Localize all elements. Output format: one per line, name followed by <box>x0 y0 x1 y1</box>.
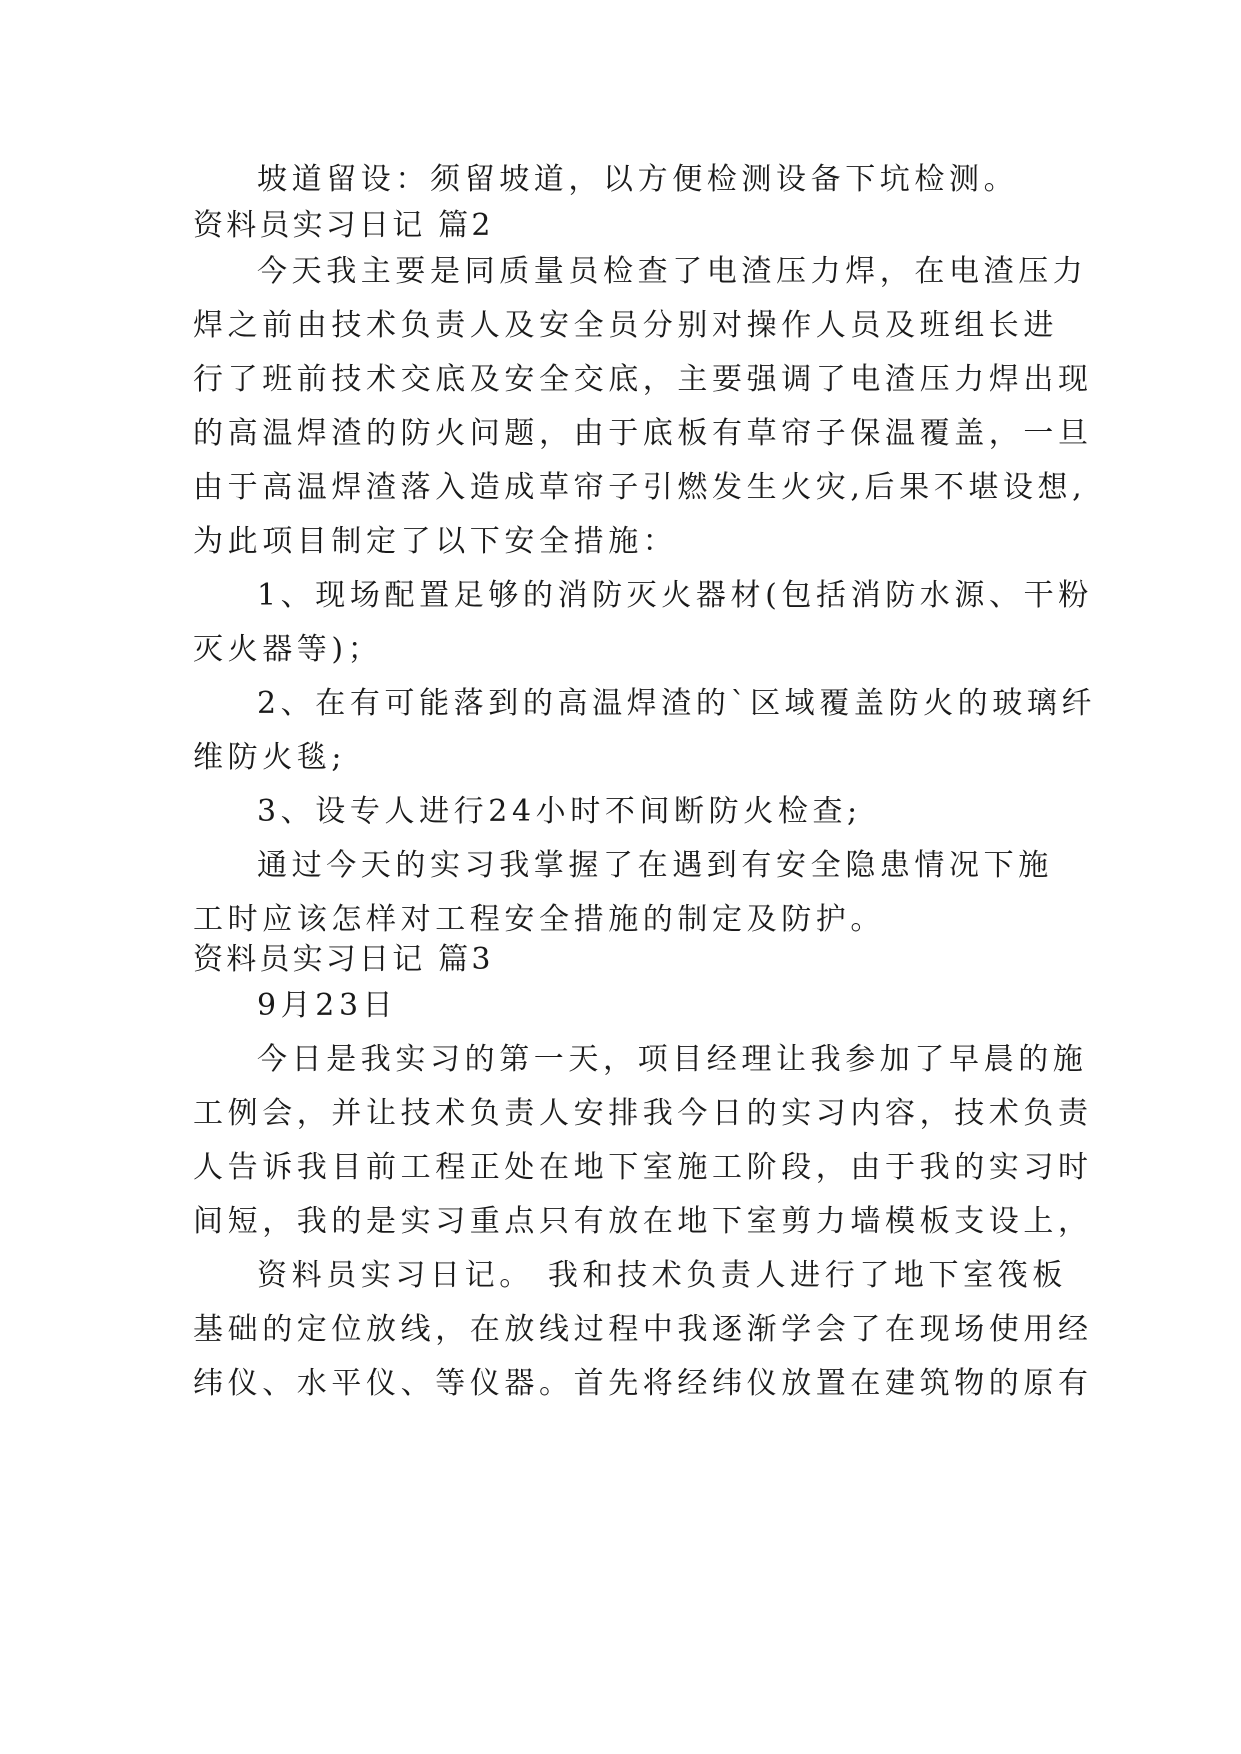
paragraph-line: 间短，我的是实习重点只有放在地下室剪力墙模板支设上， <box>193 1204 1093 1239</box>
paragraph-line: 工时应该怎样对工程安全措施的制定及防护。 <box>193 902 885 937</box>
paragraph-line: 为此项目制定了以下安全措施： <box>193 524 678 559</box>
paragraph-ramp-reservation: 坡道留设：须留坡道，以方便检测设备下坑检测。 <box>257 162 1019 197</box>
diary-date: 9月23日 <box>257 988 398 1023</box>
paragraph-line: 通过今天的实习我掌握了在遇到有安全隐患情况下施 <box>257 848 1053 883</box>
paragraph-line: 焊之前由技术负责人及安全员分别对操作人员及班组长进 <box>193 308 1058 343</box>
list-item-1: 1、现场配置足够的消防灭火器材(包括消防水源、干粉 <box>257 578 1093 613</box>
section-heading-part-3: 资料员实习日记 篇3 <box>193 942 494 977</box>
paragraph-line: 工例会，并让技术负责人安排我今日的实习内容，技术负责 <box>193 1096 1093 1131</box>
paragraph-line: 的高温焊渣的防火问题，由于底板有草帘子保温覆盖，一旦 <box>193 416 1093 451</box>
paragraph-line: 纬仪、水平仪、等仪器。首先将经纬仪放置在建筑物的原有 <box>193 1366 1093 1401</box>
paragraph-line: 行了班前技术交底及安全交底，主要强调了电渣压力焊出现 <box>193 362 1093 397</box>
section-heading-part-2: 资料员实习日记 篇2 <box>193 208 494 243</box>
paragraph-line: 今日是我实习的第一天，项目经理让我参加了早晨的施 <box>257 1042 1088 1077</box>
list-item-1-continued: 灭火器等)； <box>193 632 383 667</box>
paragraph-line: 由于高温焊渣落入造成草帘子引燃发生火灾,后果不堪设想, <box>193 470 1087 505</box>
list-item-2-continued: 维防火毯; <box>193 740 347 775</box>
paragraph-line: 今天我主要是同质量员检查了电渣压力焊，在电渣压力 <box>257 254 1088 289</box>
paragraph-line: 人告诉我目前工程正处在地下室施工阶段，由于我的实习时 <box>193 1150 1093 1185</box>
paragraph-line: 基础的定位放线，在放线过程中我逐渐学会了在现场使用经 <box>193 1312 1093 1347</box>
list-item-2: 2、在有可能落到的高温焊渣的`区域覆盖防火的玻璃纤 <box>257 686 1097 721</box>
list-item-3: 3、设专人进行24小时不间断防火检查; <box>257 794 862 829</box>
paragraph-line: 资料员实习日记。 我和技术负责人进行了地下室筏板 <box>257 1258 1067 1293</box>
